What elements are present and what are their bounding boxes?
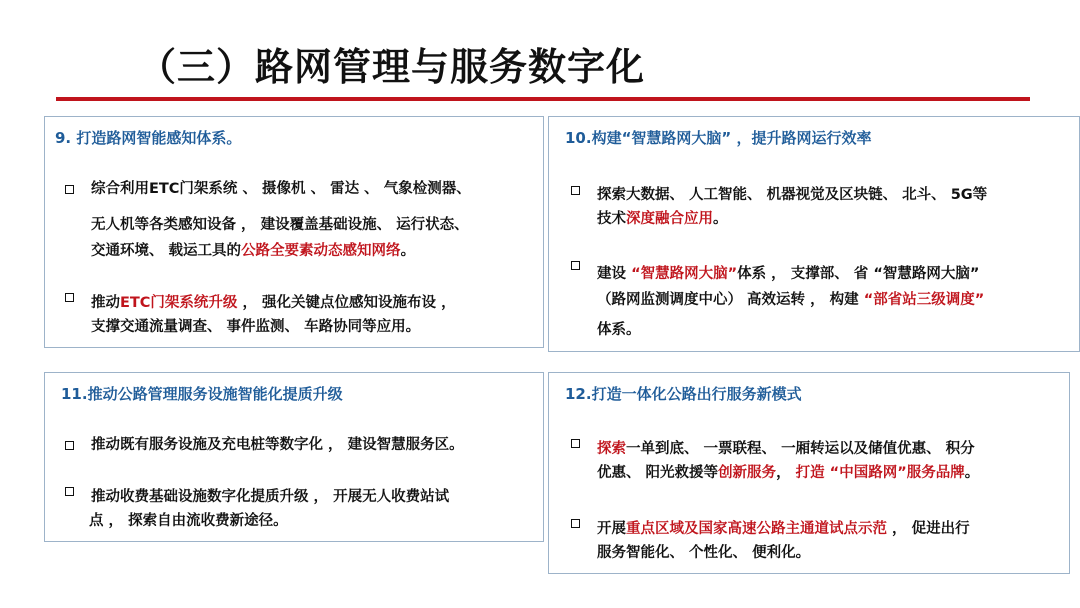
bullet-text: 优惠、 阳光救援等 (597, 465, 719, 481)
bullet-text: 推动既有服务设施及充电桩等数字化 ， 建设智慧服务区。 (91, 437, 464, 453)
bullet-text: 技术 (597, 211, 626, 227)
highlight-text: 创新服务 (718, 465, 777, 481)
square-bullet-icon (65, 441, 74, 450)
panel-travel-service (548, 372, 1070, 574)
highlight-text: 重点区域及国家高速公路主通道试点示范 (626, 521, 887, 537)
bullet-text: ， (776, 465, 796, 481)
bullet-text: 交通环境、 载运工具的 (91, 243, 242, 259)
panel-heading: 9. 打造路网智能感知体系。 (55, 129, 242, 147)
bullet-text: 。 (400, 243, 416, 259)
highlight-text: ETC门架系统升级 (120, 295, 238, 311)
square-bullet-icon (571, 519, 580, 528)
bullet-text: 点 ， 探索自由流收费新途径。 (89, 513, 288, 529)
page-title: （三）路网管理与服务数字化 (138, 45, 646, 89)
bullet-text: 。 (713, 211, 728, 227)
panel-heading: 11.推动公路管理服务设施智能化提质升级 (61, 385, 343, 403)
bullet-text: 支撑交通流量调查、 事件监测、 车路协同等应用。 (91, 319, 421, 335)
bullet-text: 推动收费基础设施数字化提质升级 ， 开展无人收费站试 (91, 489, 450, 505)
bullet-text: 探索大数据、 人工智能、 机器视觉及区块链、 北斗、 5G等 (597, 187, 988, 203)
bullet-text: ， 促进出行 (887, 521, 970, 537)
square-bullet-icon (65, 487, 74, 496)
bullet-text: 。 (964, 465, 980, 481)
title-divider (56, 97, 1030, 101)
panel-smart-perception (44, 116, 544, 348)
square-bullet-icon (571, 439, 580, 448)
highlight-text: 打造 “中国路网”服务品牌 (795, 465, 965, 481)
highlight-text: “智慧路网大脑” (631, 266, 738, 282)
bullet-text: 服务智能化、 个性化、 便利化。 (597, 545, 811, 561)
panel-heading: 12.打造一体化公路出行服务新模式 (565, 385, 802, 403)
bullet-text: 推动 (91, 295, 120, 311)
highlight-text: 探索 (597, 441, 626, 457)
square-bullet-icon (65, 293, 74, 302)
square-bullet-icon (571, 261, 580, 270)
bullet-text: （路网监测调度中心） 高效运转 ， 构建 (597, 292, 864, 308)
highlight-text: “部省站三级调度” (863, 292, 985, 308)
bullet-text: 无人机等各类感知设备 ， 建设覆盖基础设施、 运行状态、 (91, 217, 469, 233)
highlight-text: 公路全要素动态感知网络 (241, 243, 401, 259)
bullet-text: 综合利用ETC门架系统 、 摄像机 、 雷达 、 气象检测器、 (91, 181, 471, 197)
panel-smart-road-brain (548, 116, 1080, 352)
panel-service-facilities (44, 372, 544, 542)
bullet-text: 一单到底、 一票联程、 一厢转运以及储值优惠、 积分 (626, 441, 975, 457)
panel-heading: 10.构建“智慧路网大脑” ，提升路网运行效率 (565, 129, 872, 147)
highlight-text: 深度融合应用 (626, 211, 713, 227)
bullet-text: 建设 (597, 266, 632, 282)
square-bullet-icon (571, 186, 580, 195)
bullet-text: ， 强化关键点位感知设施布设 ， (237, 295, 456, 311)
square-bullet-icon (65, 185, 74, 194)
bullet-text: 体系 ， 支撑部、 省 “智慧路网大脑” (737, 266, 980, 282)
bullet-text: 体系。 (597, 322, 641, 338)
bullet-text: 开展 (597, 521, 626, 537)
